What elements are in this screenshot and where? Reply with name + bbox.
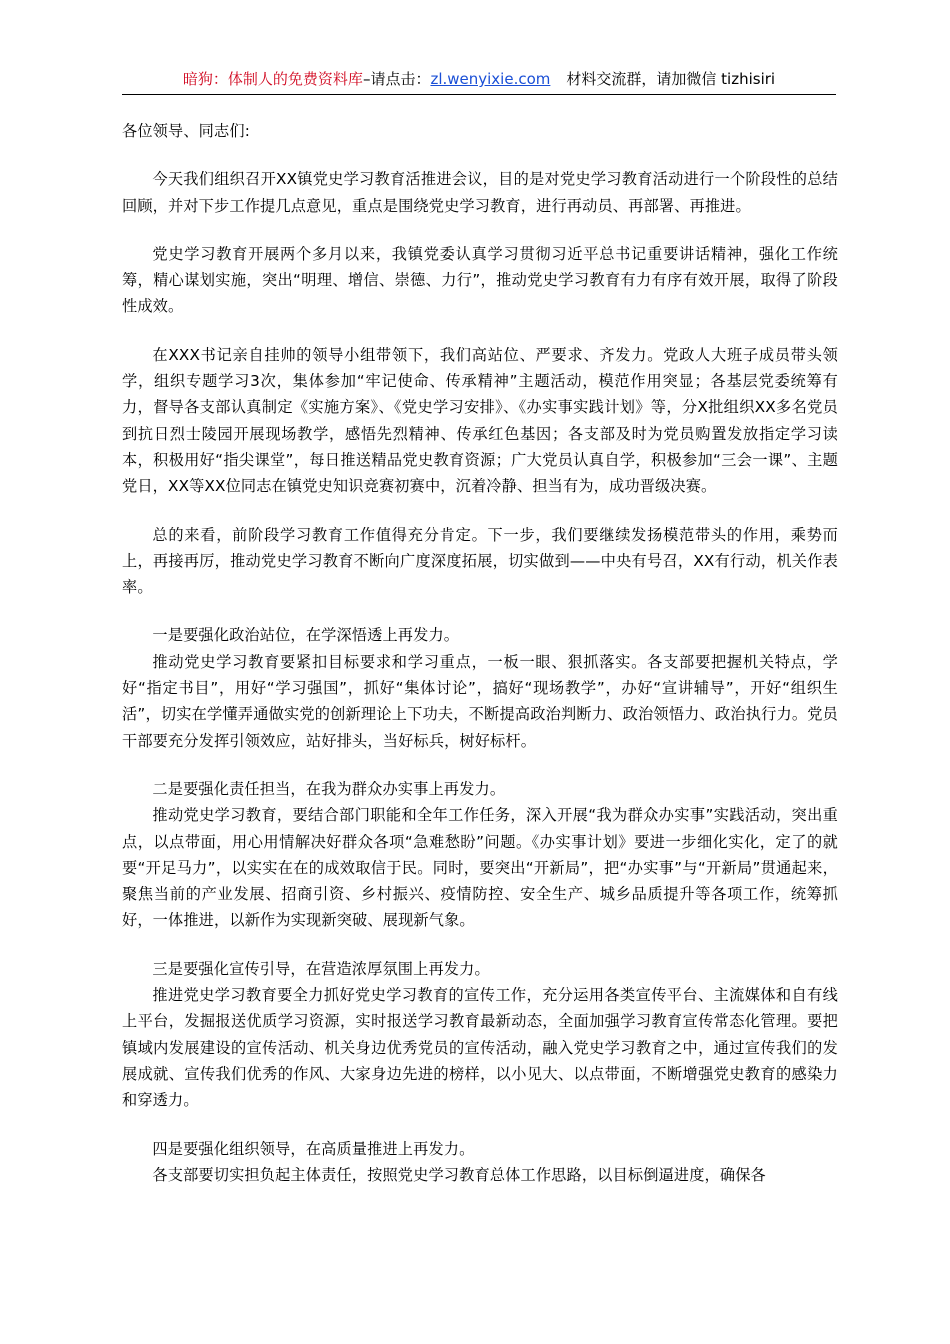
header-brand: 暗狗：体制人的免费资料库	[182, 70, 363, 88]
section-body-2: 推动党史学习教育，要结合部门职能和全年工作任务，深入开展“我为群众办实事”实践活动，突出重点，以点带面，用心用情解决好群众各项“急难愁盼”问题。《办实事计划》要进一步细化实化，定了的就要“开足马力”，以实实在在的成效取信于民。同时，要突出“开新局”，把“办实事”与“开新局”贯通起来，聚焦当前的产业发展、招商引资、乡村振兴、疫情防控、安全生产、城乡品质提升等各项工作，统筹抓好，一体推进，以新作为实现新突破、展现新气象。	[122, 806, 838, 930]
document-header	[122, 64, 836, 95]
document-body	[122, 118, 838, 1188]
section-title-4: 四是要强化组织领导，在高质量推进上再发力。	[152, 1139, 475, 1158]
paragraph-summary: 总的来看，前阶段学习教育工作值得充分肯定。下一步，我们要继续发扬模范带头的作用，乘势而上，再接再厉，推动党史学习教育不断向广度深度拓展，切实做到——中央有号召，XX有行动，机关作表率。	[122, 525, 838, 597]
salutation: 各位领导、同志们:	[122, 122, 250, 140]
section-title-1: 一是要强化政治站位，在学深悟透上再发力。	[152, 626, 460, 645]
section-title-3: 三是要强化宣传引导，在营造浓厚氛围上再发力。	[152, 959, 490, 978]
paragraph-progress: 党史学习教育开展两个多月以来，我镇党委认真学习贯彻习近平总书记重要讲话精神，强化工作统筹，精心谋划实施，突出“明理、增信、崇德、力行”，推动党史学习教育有力有序有效开展，取得了阶段性成效。	[122, 244, 838, 316]
paragraph-intro: 今天我们组织召开XX镇党史学习教育活推进会议，目的是对党史学习教育活动进行一个阶段性的总结回顾，并对下步工作提几点意见，重点是围绕党史学习教育，进行再动员、再部署、再推进。	[122, 170, 838, 215]
paragraph-achievements: 在XXX书记亲自挂帅的领导小组带领下，我们高站位、严要求、齐发力。党政人大班子成员带头领学，组织专题学习3次，集体参加“牢记使命、传承精神”主题活动，模范作用突显；各基层党委统筹有力，督导各支部认真制定《实施方案》、《党史学习安排》、《办实事实践计划》等，分X批组织XX多名党员到抗日烈士陵园开展现场教学，感悟先烈精神、传承红色基因；各支部及时为党员购置发放指定学习读本，积极用好“指尖课堂”，每日推送精品党史教育资源；广大党员认真自学，积极参加“三会一课”、主题党日，XX等XX位同志在镇党史知识竞赛初赛中，沉着冷静、担当有为，成功晋级决赛。	[122, 345, 838, 496]
header-prefix: –请点击：	[362, 70, 431, 88]
section-body-1: 推动党史学习教育要紧扣目标要求和学习重点，一板一眼、狠抓落实。各支部要把握机关特点，学好“指定书目”，用好“学习强国”，抓好“集体讨论”，搞好“现场教学”，办好“宣讲辅导”，开好“组织生活”，切实在学懂弄通做实党的创新理论上下功夫，不断提高政治判断力、政治领悟力、政治执行力。党员干部要充分发挥引领效应，站好排头，当好标兵，树好标杆。	[122, 652, 838, 750]
section-body-4: 各支部要切实担负起主体责任，按照党史学习教育总体工作思路，以目标倒逼进度，确保各	[152, 1165, 766, 1184]
section-title-2: 二是要强化责任担当，在我为群众办实事上再发力。	[152, 779, 506, 798]
header-contact: 材料交流群，请加微信 tizhisiri	[566, 70, 776, 88]
header-link[interactable]: zl.wenyixie.com	[430, 70, 551, 88]
section-body-3: 推进党史学习教育要全力抓好党史学习教育的宣传工作，充分运用各类宣传平台、主流媒体和自有线上平台，发掘报送优质学习资源，实时报送学习教育最新动态，全面加强学习教育宣传常态化管理。要把镇域内发展建设的宣传活动、机关身边优秀党员的宣传活动，融入党史学习教育之中，通过宣传我们的发展成就、宣传我们优秀的作风、大家身边先进的榜样，以小见大、以点带面，不断增强党史教育的感染力和穿透力。	[122, 986, 838, 1110]
